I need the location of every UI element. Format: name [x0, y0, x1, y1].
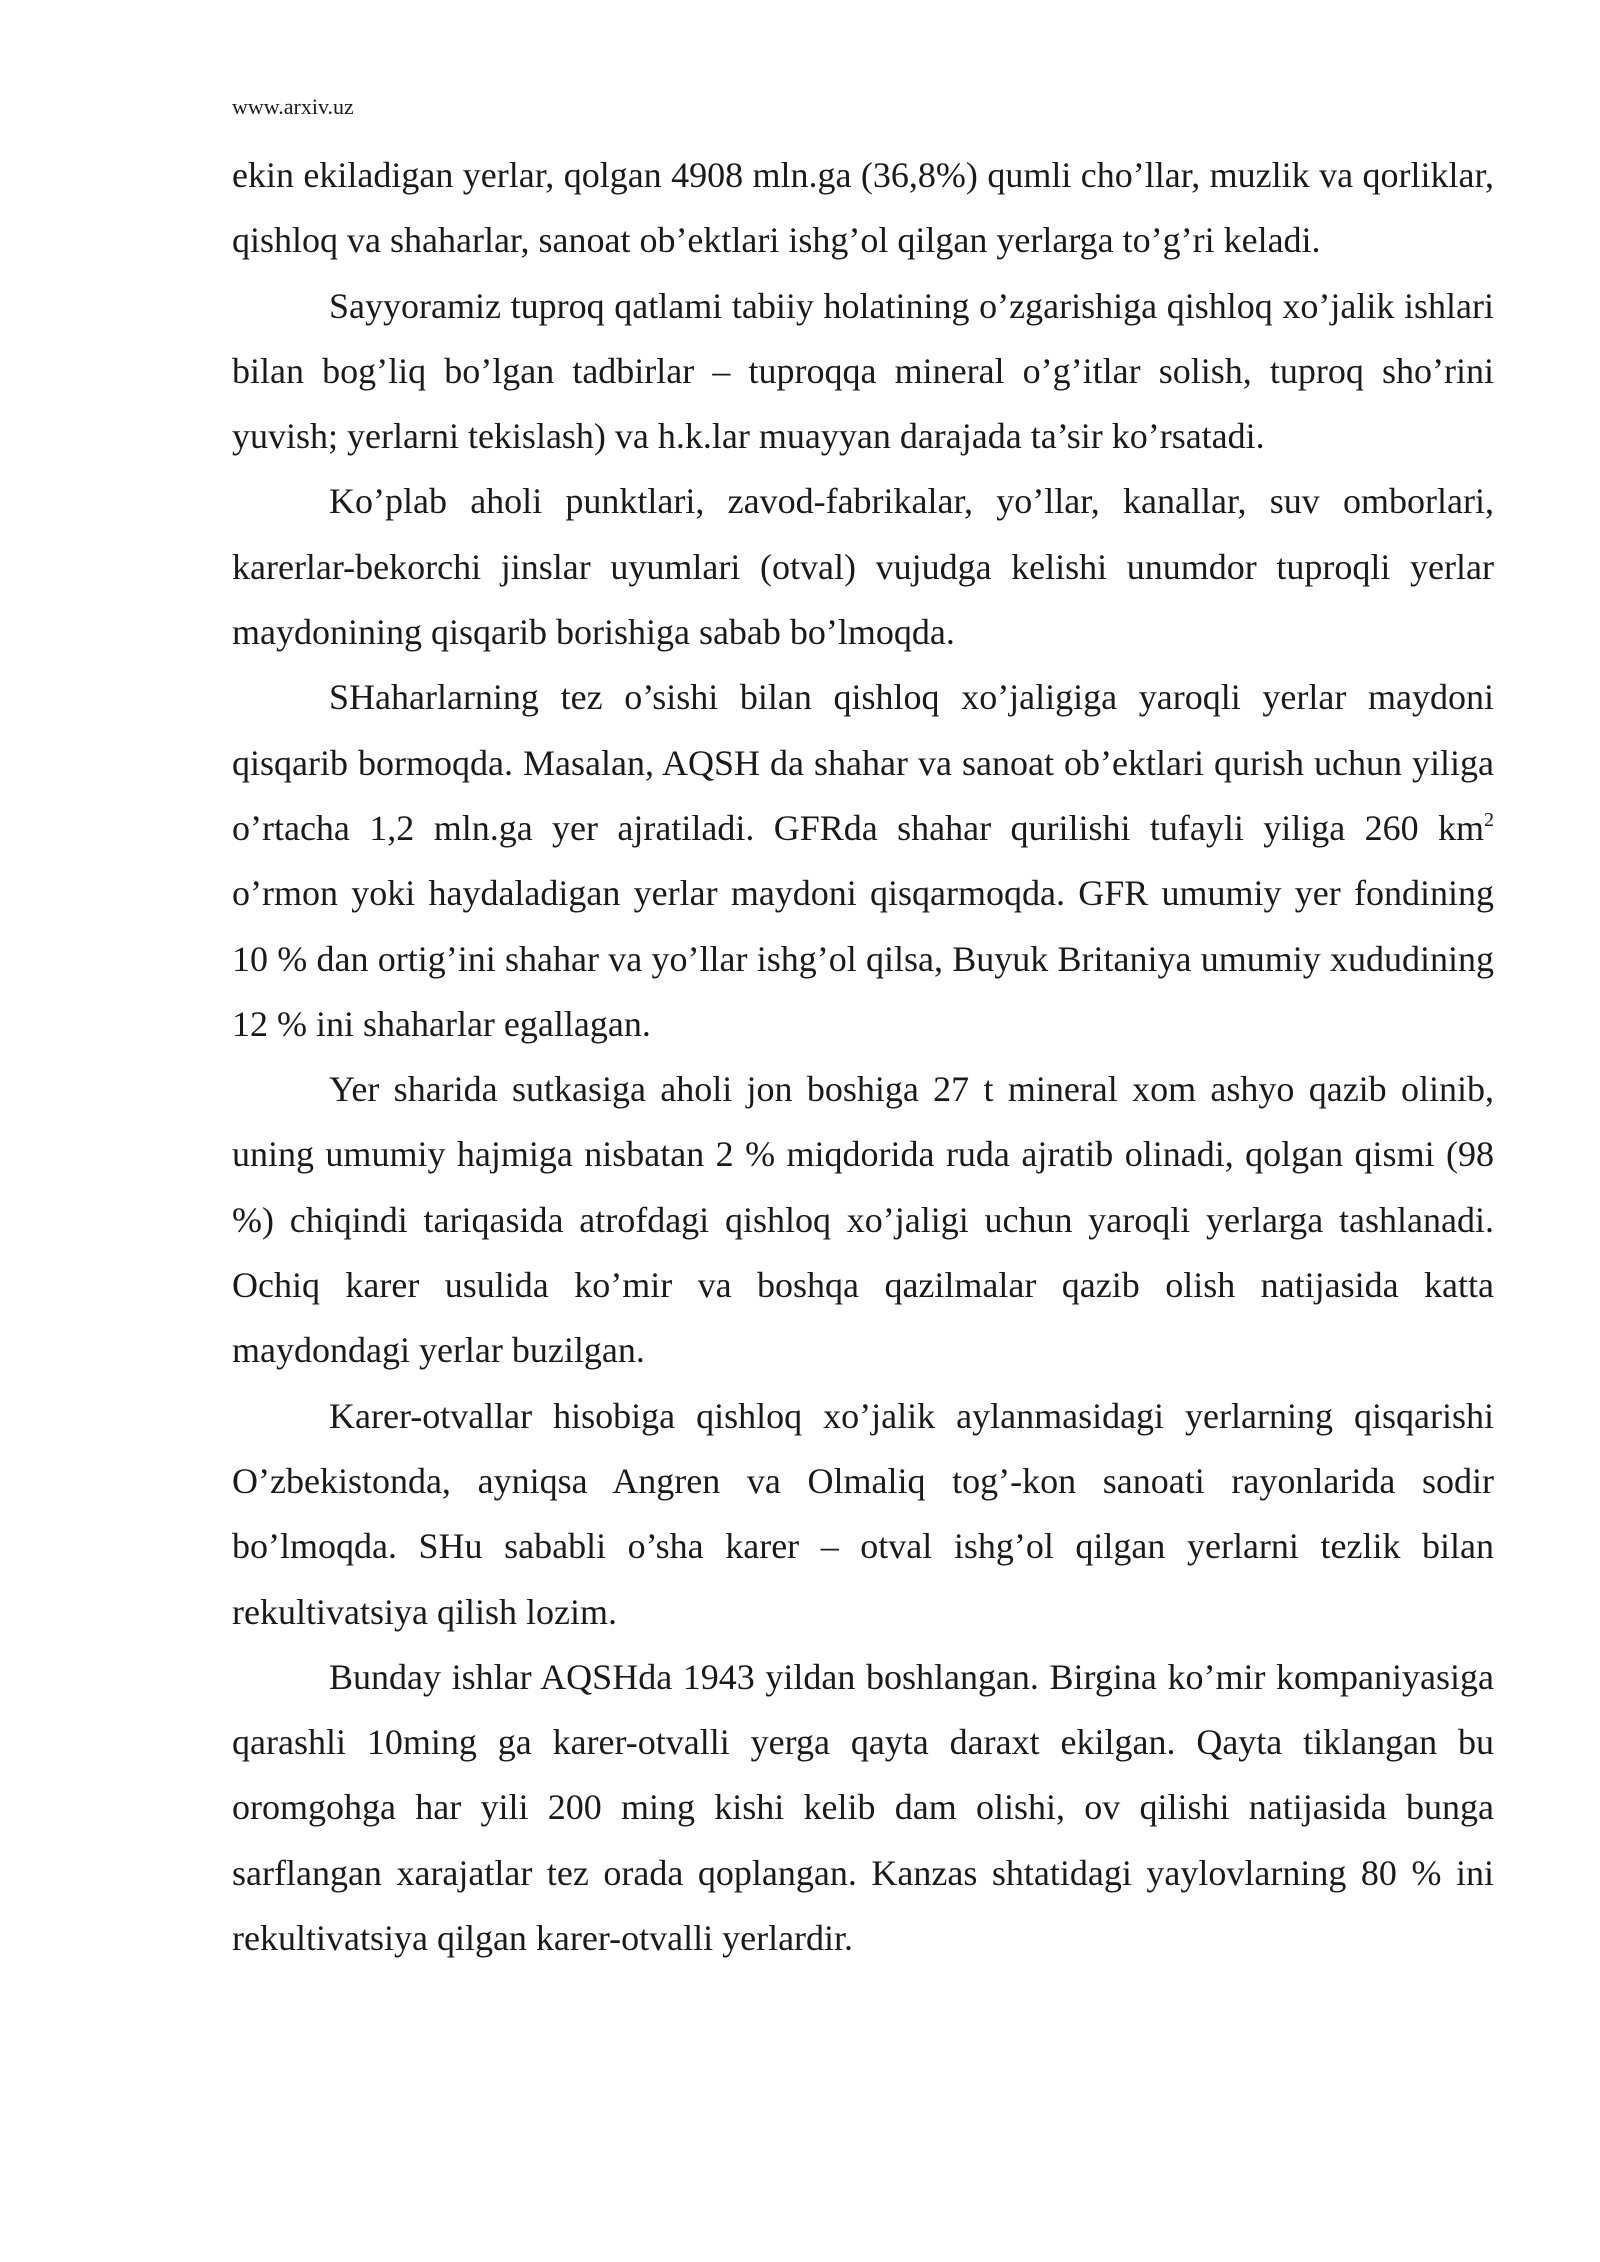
page-header-site: www.arxiv.uz: [232, 94, 354, 119]
document-body: [232, 143, 1494, 1971]
superscript-two: 2: [1484, 808, 1494, 831]
paragraph-soil-changes: Sayyoramiz tuproq qatlami tabiiy holatining o’zgarishiga qishloq xo’jalik ishlari bilan bog’liq bo’lgan tadbirlar – tuproqqa mineral o’g’itlar solish, tuproq sho’rini yuvish; yerlarni tekislash) va h.k.lar muayyan darajada ta’sir ko’rsatadi.: [232, 285, 1494, 457]
paragraph-continuation: ekin ekiladigan yerlar, qolgan 4908 mln.ga (36,8%) qumli cho’llar, muzlik va qorliklar, qishloq va shaharlar, sanoat ob’ektlari ishg’ol qilgan yerlarga to’g’ri keladi.: [232, 155, 1494, 261]
paragraph-urban-growth-part1: SHaharlarning tez o’sishi bilan qishloq xo’jaligiga yaroqli yerlar maydoni qisqarib bormoqda. Masalan, AQSH da shahar va sanoat ob’ektlari qurish uchun yiliga o’rtacha 1,2 mln.ga yer ajratiladi. GFRda shahar qurilishi tufayli yiliga 260 km: [232, 677, 1494, 848]
paragraph-mineral-extraction: Yer sharida sutkasiga aholi jon boshiga 27 t mineral xom ashyo qazib olinib, uning umumiy hajmiga nisbatan 2 % miqdorida ruda ajratib olinadi, qolgan qismi (98 %) chiqindi tariqasida atrofdagi qishloq xo’jaligi uchun yaroqli yerlarga tashlanadi. Ochiq karer usulida ko’mir va boshqa qazilmalar qazib olish natijasida katta maydondagi yerlar buzilgan.: [232, 1069, 1494, 1371]
paragraph-land-reduction: Ko’plab aholi punktlari, zavod-fabrikalar, yo’llar, kanallar, suv omborlari, karerlar-bekorchi jinslar uyumlari (otval) vujudga kelishi unumdor tuproqli yerlar maydonining qisqarib borishiga sabab bo’lmoqda.: [232, 481, 1494, 653]
paragraph-usa-reclamation: Bunday ishlar AQSHda 1943 yildan boshlangan. Birgina ko’mir kompaniyasiga qarashli 10ming ga karer-otvalli yerga qayta daraxt ekilgan. Qayta tiklangan bu oromgohga har yili 200 ming kishi kelib dam olishi, ov qilishi natijasida bunga sarflangan xarajatlar tez orada qoplangan. Kanzas shtatidagi yaylovlarning 80 % ini rekultivatsiya qilgan karer-otvalli yerlardir.: [232, 1656, 1494, 1959]
paragraph-urban-growth: [232, 665, 1494, 1057]
paragraph-uzbekistan-quarries: Karer-otvallar hisobiga qishloq xo’jalik aylanmasidagi yerlarning qisqarishi O’zbekistonda, ayniqsa Angren va Olmaliq tog’-kon sanoati rayonlarida sodir bo’lmoqda. SHu sababli o’sha karer – otval ishg’ol qilgan yerlarni tezlik bilan rekultivatsiya qilish lozim.: [232, 1395, 1494, 1632]
paragraph-urban-growth-part2: o’rmon yoki haydaladigan yerlar maydoni qisqarmoqda. GFR umumiy yer fondining 10 % dan ortig’ini shahar va yo’llar ishg’ol qilsa, Buyuk Britaniya umumiy xududining 12 % ini shaharlar egallagan.: [232, 873, 1494, 1044]
